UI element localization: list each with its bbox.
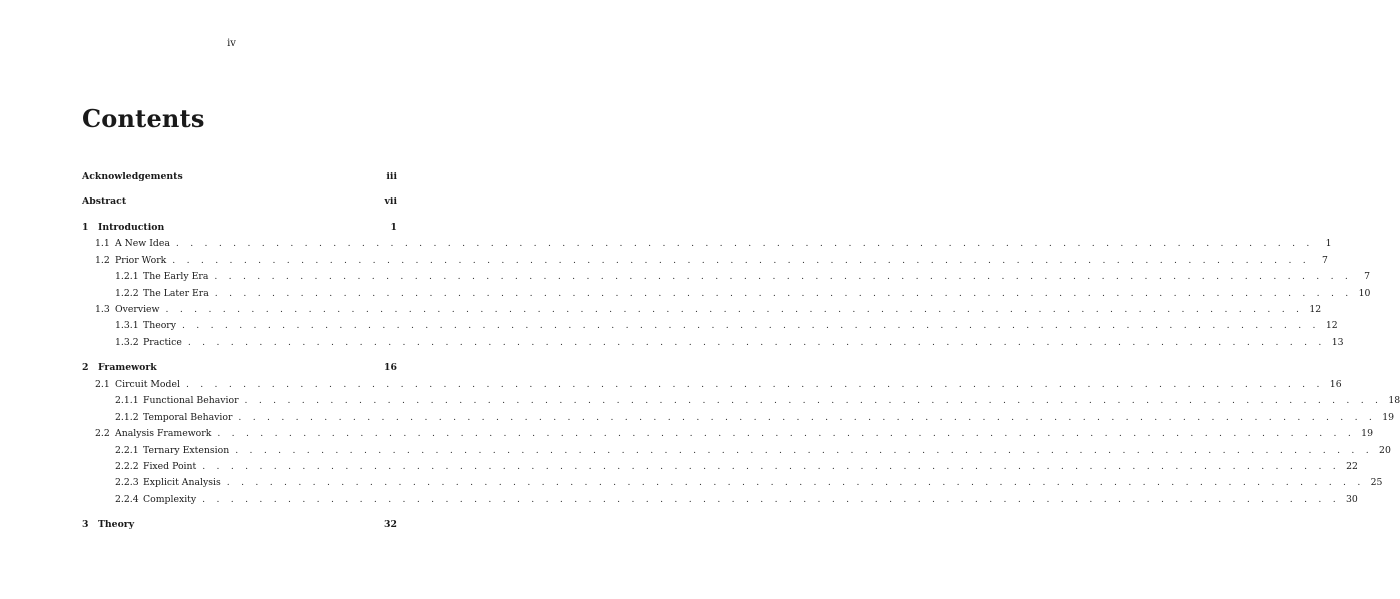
- dot-leader: . . . . . . . . . . . . . . . . . . . . . . . . . . . . . . . . . . . . . . . . . . . . . . . . . . . . . . . . . . . . . . . . . . . . . . . . . . . . . . . .: [165, 304, 1304, 315]
- toc-entry-number: 1.1: [95, 238, 110, 249]
- toc-entry[interactable]: [82, 394, 1400, 408]
- toc-entry-page: iii: [386, 171, 397, 182]
- toc-entry-number: 2.1.2: [115, 412, 139, 423]
- toc-entry-page: 25: [1370, 477, 1383, 488]
- toc-entry[interactable]: [82, 254, 1328, 268]
- dot-leader: . . . . . . . . . . . . . . . . . . . . . . . . . . . . . . . . . . . . . . . . . . . . . . . . . . . . . . . . . . . . . . . . . . . . . . . . . . . . . . . .: [202, 494, 1340, 505]
- toc-entry-number: 1.3.1: [115, 320, 139, 331]
- toc-entry-page: 32: [384, 519, 397, 530]
- toc-entry-page: 19: [1382, 412, 1395, 423]
- toc-entry-number: 2.2.2: [115, 461, 139, 472]
- table-of-contents: [82, 0, 1400, 599]
- toc-entry-number: 2.2: [95, 428, 110, 439]
- toc-entry-page: 18: [1388, 395, 1400, 406]
- toc-entry-number: 1.3.2: [115, 337, 139, 348]
- toc-entry[interactable]: [82, 378, 1342, 392]
- dot-leader: . . . . . . . . . . . . . . . . . . . . . . . . . . . . . . . . . . . . . . . . . . . . . . . . . . . . . . . . . . . . . . . . . . . . . . . . . . . . . . . .: [217, 428, 1356, 439]
- toc-entry-page: 12: [1309, 304, 1322, 315]
- toc-entry-number: 2.1: [95, 379, 110, 390]
- toc-entry-page: 7: [1364, 271, 1371, 282]
- toc-entry[interactable]: [82, 411, 1395, 425]
- toc-entry-title: Explicit Analysis: [143, 477, 221, 488]
- toc-entry-number: 2.2.4: [115, 494, 139, 505]
- toc-entry-title: Abstract: [82, 196, 127, 207]
- toc-entry[interactable]: [82, 460, 1358, 474]
- toc-entry-number: 3: [82, 519, 89, 530]
- toc-entry-page: 10: [1358, 288, 1371, 299]
- toc-entry-page: 1: [1325, 238, 1332, 249]
- dot-leader: . . . . . . . . . . . . . . . . . . . . . . . . . . . . . . . . . . . . . . . . . . . . . . . . . . . . . . . . . . . . . . . . . . . . . . . . . . . . . . . .: [214, 288, 1353, 299]
- toc-entry[interactable]: [82, 195, 397, 209]
- toc-entry-number: 1.3: [95, 304, 110, 315]
- toc-entry[interactable]: [82, 361, 397, 375]
- toc-entry-title: Framework: [98, 362, 157, 373]
- toc-entry-number: 2: [82, 362, 89, 373]
- toc-entry-number: 1.2.1: [115, 271, 139, 282]
- toc-entry[interactable]: [82, 319, 1338, 333]
- toc-entry-number: 2.2.1: [115, 445, 139, 456]
- toc-entry-number: 2.2.3: [115, 477, 139, 488]
- dot-leader: . . . . . . . . . . . . . . . . . . . . . . . . . . . . . . . . . . . . . . . . . . . . . . . . . . . . . . . . . . . . . . . . . . . . . . . . . . . . . . . .: [244, 395, 1383, 406]
- toc-entry-page: 1: [390, 222, 397, 233]
- toc-entry-title: Introduction: [98, 222, 165, 233]
- toc-entry-title: Circuit Model: [115, 379, 180, 390]
- toc-entry-title: Ternary Extension: [143, 445, 230, 456]
- toc-entry-title: Prior Work: [115, 255, 167, 266]
- toc-entry-number: 1.2.2: [115, 288, 139, 299]
- dot-leader: . . . . . . . . . . . . . . . . . . . . . . . . . . . . . . . . . . . . . . . . . . . . . . . . . . . . . . . . . . . . . . . . . . . . . . . . . . . . . . . .: [202, 461, 1340, 472]
- toc-entry-number: 1: [82, 222, 89, 233]
- toc-entry[interactable]: [82, 221, 397, 235]
- toc-entry-title: Theory: [98, 519, 135, 530]
- dot-leader: . . . . . . . . . . . . . . . . . . . . . . . . . . . . . . . . . . . . . . . . . . . . . . . . . . . . . . . . . . . . . . . . . . . . . . . . . . . . . . . .: [214, 271, 1353, 282]
- dot-leader: . . . . . . . . . . . . . . . . . . . . . . . . . . . . . . . . . . . . . . . . . . . . . . . . . . . . . . . . . . . . . . . . . . . . . . . . . . . . . . . .: [235, 445, 1373, 456]
- toc-entry[interactable]: [82, 427, 1374, 441]
- toc-entry-page: 22: [1346, 461, 1358, 472]
- toc-entry-number: 1.2: [95, 255, 110, 266]
- toc-entry[interactable]: [82, 303, 1322, 317]
- toc-entry-page: 16: [384, 362, 397, 373]
- toc-entry[interactable]: [82, 444, 1391, 458]
- toc-entry[interactable]: [82, 336, 1344, 350]
- toc-entry-title: Acknowledgements: [82, 171, 183, 182]
- toc-entry[interactable]: [82, 170, 397, 184]
- toc-entry-title: Practice: [143, 337, 182, 348]
- toc-entry-page: 16: [1329, 379, 1342, 390]
- toc-entry[interactable]: [82, 287, 1371, 301]
- toc-entry-title: Functional Behavior: [143, 395, 239, 406]
- toc-entry-page: 13: [1331, 337, 1344, 348]
- toc-entry-page: vii: [384, 196, 397, 207]
- toc-entry-title: The Early Era: [143, 271, 209, 282]
- dot-leader: . . . . . . . . . . . . . . . . . . . . . . . . . . . . . . . . . . . . . . . . . . . . . . . . . . . . . . . . . . . . . . . . . . . . . . . . . . . . . . . .: [187, 337, 1326, 348]
- toc-entry[interactable]: [82, 476, 1383, 490]
- dot-leader: . . . . . . . . . . . . . . . . . . . . . . . . . . . . . . . . . . . . . . . . . . . . . . . . . . . . . . . . . . . . . . . . . . . . . . . . . . . . . . . .: [185, 379, 1324, 390]
- toc-entry[interactable]: [82, 493, 1358, 507]
- toc-entry-page: 7: [1322, 255, 1328, 266]
- toc-entry-title: A New Idea: [115, 238, 170, 249]
- dot-leader: . . . . . . . . . . . . . . . . . . . . . . . . . . . . . . . . . . . . . . . . . . . . . . . . . . . . . . . . . . . . . . . . . . . . . . . . . . . . . . . .: [175, 238, 1314, 249]
- toc-entry-title: Temporal Behavior: [143, 412, 233, 423]
- toc-entry-title: Theory: [143, 320, 176, 331]
- toc-entry-page: 20: [1379, 445, 1391, 456]
- toc-entry-number: 2.1.1: [115, 395, 139, 406]
- toc-entry-page: 12: [1325, 320, 1338, 331]
- toc-entry[interactable]: [82, 518, 397, 532]
- toc-entry-title: The Later Era: [143, 288, 209, 299]
- toc-entry-page: 19: [1361, 428, 1374, 439]
- dot-leader: . . . . . . . . . . . . . . . . . . . . . . . . . . . . . . . . . . . . . . . . . . . . . . . . . . . . . . . . . . . . . . . . . . . . . . . . . . . . . . . .: [172, 255, 1310, 266]
- page-number: iv: [227, 38, 236, 49]
- dot-leader: . . . . . . . . . . . . . . . . . . . . . . . . . . . . . . . . . . . . . . . . . . . . . . . . . . . . . . . . . . . . . . . . . . . . . . . . . . . . . . . .: [238, 412, 1377, 423]
- toc-entry-page: 30: [1346, 494, 1358, 505]
- toc-entry-title: Analysis Framework: [115, 428, 212, 439]
- toc-entry-title: Fixed Point: [143, 461, 197, 472]
- toc-entry-title: Complexity: [143, 494, 197, 505]
- toc-entry-title: Overview: [115, 304, 160, 315]
- dot-leader: . . . . . . . . . . . . . . . . . . . . . . . . . . . . . . . . . . . . . . . . . . . . . . . . . . . . . . . . . . . . . . . . . . . . . . . . . . . . . . . .: [226, 477, 1365, 488]
- page-title: Contents: [82, 104, 205, 133]
- toc-entry[interactable]: [82, 237, 1332, 251]
- toc-entry[interactable]: [82, 270, 1371, 284]
- dot-leader: . . . . . . . . . . . . . . . . . . . . . . . . . . . . . . . . . . . . . . . . . . . . . . . . . . . . . . . . . . . . . . . . . . . . . . . . . . . . . . . .: [181, 320, 1320, 331]
